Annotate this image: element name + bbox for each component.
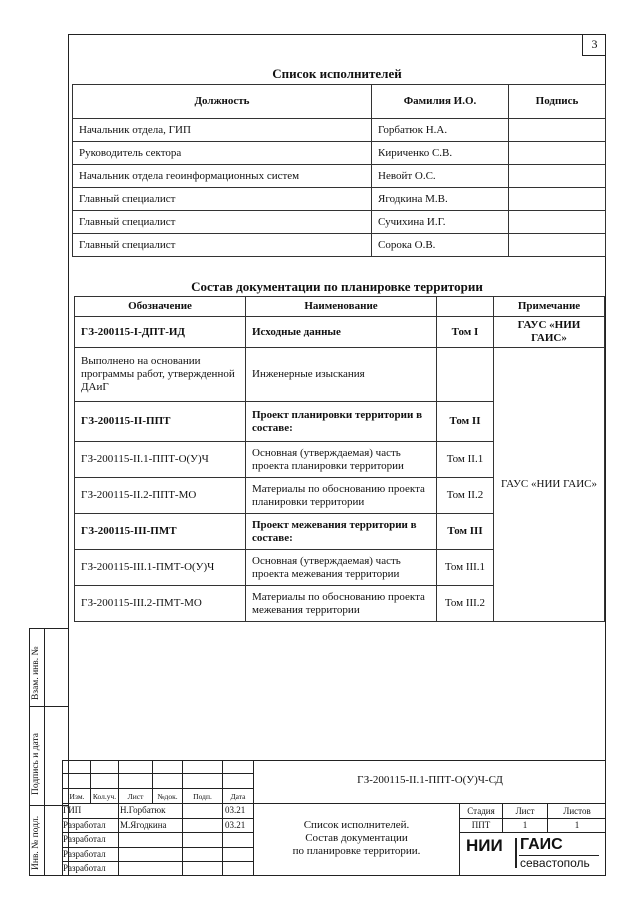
doc-code: ГЗ-200115-III-ПМТ <box>75 514 246 550</box>
doc-code: ГЗ-200115-II.1-ППТ-О(У)Ч <box>75 442 246 478</box>
signature-cell <box>509 211 606 234</box>
doc-name: Проект планировки территории в составе: <box>246 402 437 442</box>
doc-volume: Том I <box>437 317 494 348</box>
stamp-line <box>62 832 253 833</box>
stamp-header: №док. <box>157 792 178 801</box>
doc-volume: Том III.1 <box>437 550 494 586</box>
doc-title-line: Состав документации <box>305 832 408 844</box>
name-cell: Горбатюк Н.А. <box>372 119 509 142</box>
doc-code: ГЗ-200115-II-ППТ <box>75 402 246 442</box>
doc-name: Исходные данные <box>246 317 437 348</box>
stamp-line <box>459 832 606 833</box>
doc-name: Проект межевания территории в составе: <box>246 514 437 550</box>
stamp-person: М.Ягодкина <box>120 820 167 830</box>
stamp-header: Подп. <box>193 792 212 801</box>
stamp-role: Разработал <box>63 834 106 844</box>
table-row <box>73 165 606 188</box>
doc-code: Выполнено на основании программы работ, утвержденной ДАиГ <box>75 348 246 402</box>
table-row <box>73 188 606 211</box>
stage-header: Лист <box>515 806 535 816</box>
executors-table <box>72 84 606 257</box>
stamp-line <box>62 847 253 848</box>
doc-volume: Том III <box>437 514 494 550</box>
doc-volume: Том II.2 <box>437 478 494 514</box>
stamp-role: Разработал <box>63 820 106 830</box>
signature-cell <box>509 188 606 211</box>
stamp-header: Кол.уч. <box>92 792 117 801</box>
stage-value: 1 <box>522 820 528 830</box>
stage-header: Листов <box>563 806 591 816</box>
stamp-date: 03.21 <box>225 805 246 815</box>
doc-title-line: Список исполнителей. <box>303 819 410 831</box>
logo-gais: ГАИС <box>520 836 563 853</box>
docs-table <box>74 296 605 622</box>
stamp-role: Разработал <box>63 863 106 873</box>
stamp-doc-title <box>254 819 459 858</box>
doc-volume: Том II.1 <box>437 442 494 478</box>
table-row <box>73 142 606 165</box>
doc-note: ГАУС «НИИ ГАИС» <box>494 348 605 622</box>
table-row <box>75 348 605 402</box>
position-cell: Главный специалист <box>73 211 372 234</box>
position-cell: Главный специалист <box>73 188 372 211</box>
signature-cell <box>509 142 606 165</box>
executors-header-signature: Подпись <box>509 85 606 119</box>
signature-cell <box>509 234 606 257</box>
name-cell: Сучихина И.Г. <box>372 211 509 234</box>
stamp-line <box>62 818 253 819</box>
side-divider <box>29 706 69 707</box>
stamp-line <box>459 818 606 819</box>
table-row <box>73 211 606 234</box>
name-cell: Ягодкина М.В. <box>372 188 509 211</box>
executors-header-position: Должность <box>73 85 372 119</box>
doc-note: ГАУС «НИИ ГАИС» <box>494 317 605 348</box>
doc-code: ГЗ-200115-III.2-ПМТ-МО <box>75 586 246 622</box>
side-label-replace: Взам. инв. № <box>31 646 41 700</box>
position-cell: Начальник отдела, ГИП <box>73 119 372 142</box>
docs-header-name: Наименование <box>246 297 437 317</box>
side-label-inventory: Инв. № подл. <box>31 815 41 870</box>
logo-divider <box>515 838 517 868</box>
doc-name: Материалы по обоснованию проекта межевания территории <box>246 586 437 622</box>
name-cell: Невойт О.С. <box>372 165 509 188</box>
docs-header-volume <box>437 297 494 317</box>
stamp-role: ГИП <box>63 805 82 815</box>
stamp-col <box>118 760 119 876</box>
doc-code: ГЗ-200115-II.2-ППТ-МО <box>75 478 246 514</box>
docs-header-code: Обозначение <box>75 297 246 317</box>
doc-volume: Том II <box>437 402 494 442</box>
doc-volume: Том III.2 <box>437 586 494 622</box>
stage-value: ППТ <box>471 820 491 830</box>
doc-title-line: по планировке территории. <box>292 845 421 857</box>
position-cell: Руководитель сектора <box>73 142 372 165</box>
page-number: 3 <box>582 34 606 56</box>
stamp-header: Изм. <box>69 792 85 801</box>
position-cell: Главный специалист <box>73 234 372 257</box>
doc-volume <box>437 348 494 402</box>
stamp-role: Разработал <box>63 849 106 859</box>
doc-name: Основная (утверждаемая) часть проекта планировки территории <box>246 442 437 478</box>
table-row <box>73 234 606 257</box>
stamp-line <box>62 861 253 862</box>
side-divider <box>44 628 45 876</box>
stamp-doc-code: ГЗ-200115-II.1-ППТ-О(У)Ч-СД <box>357 774 503 786</box>
stamp-col <box>182 760 183 876</box>
signature-cell <box>509 165 606 188</box>
stamp-col <box>222 760 223 876</box>
stage-value: 1 <box>574 820 580 830</box>
position-cell: Начальник отдела геоинформационных систем <box>73 165 372 188</box>
stamp-header: Лист <box>127 792 144 801</box>
name-cell: Кириченко С.В. <box>372 142 509 165</box>
executors-title: Список исполнителей <box>272 66 402 81</box>
logo-nii: НИИ <box>466 836 503 855</box>
stamp-date: 03.21 <box>225 820 246 830</box>
name-cell: Сорока О.В. <box>372 234 509 257</box>
side-label-signature: Подпись и дата <box>31 732 41 795</box>
doc-name: Материалы по обоснованию проекта планировки территории <box>246 478 437 514</box>
table-row <box>75 317 605 348</box>
docs-title: Состав документации по планировке территории <box>191 279 483 294</box>
table-row <box>73 119 606 142</box>
docs-header-note: Примечание <box>494 297 605 317</box>
doc-name: Инженерные изыскания <box>246 348 437 402</box>
stage-header: Стадия <box>467 806 495 816</box>
signature-cell <box>509 119 606 142</box>
logo-city: севастополь <box>520 856 590 870</box>
stamp-header: Дата <box>230 792 246 801</box>
doc-code: ГЗ-200115-III.1-ПМТ-О(У)Ч <box>75 550 246 586</box>
stamp-person: Н.Горбатюк <box>120 805 166 815</box>
doc-code: ГЗ-200115-I-ДПТ-ИД <box>75 317 246 348</box>
executors-header-name: Фамилия И.О. <box>372 85 509 119</box>
stamp-top-line <box>62 760 606 761</box>
doc-name: Основная (утверждаемая) часть проекта межевания территории <box>246 550 437 586</box>
